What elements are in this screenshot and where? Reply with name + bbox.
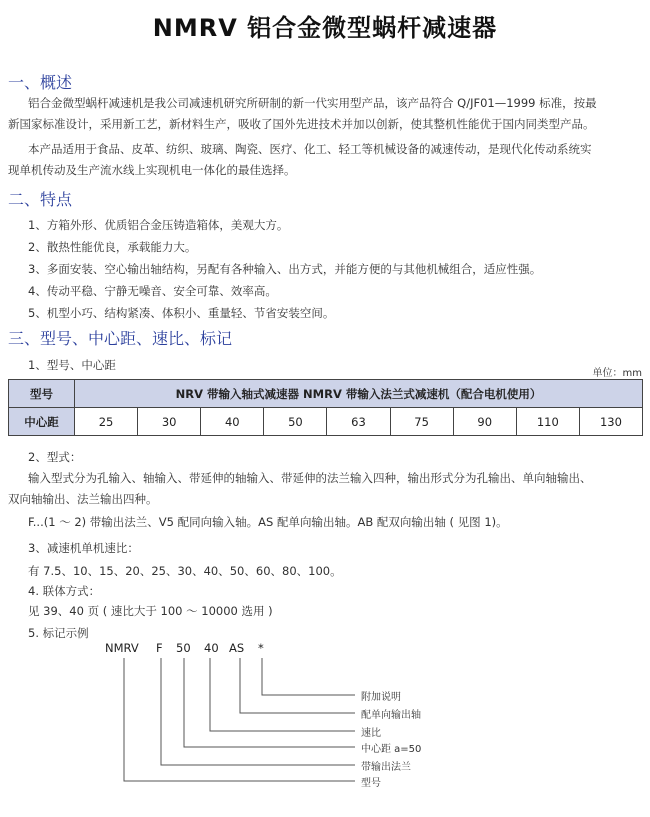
subsection-type: 2、型式： xyxy=(28,450,82,464)
marking-label-model: 型号 xyxy=(361,778,381,789)
marking-code-center-distance: 50 xyxy=(176,641,191,655)
feature-item-2: 2、散热性能优良，承载能力大。 xyxy=(28,240,197,254)
type-line-1: 输入型式分为孔输入、轴输入、带延伸的轴输入、带延伸的法兰输入四种，输出形式分为孔输出、单向轴输出、 xyxy=(28,471,592,485)
table-cell: 75 xyxy=(390,408,453,436)
subsection-combination: 4. 联体方式： xyxy=(28,584,101,598)
marking-code-additional: * xyxy=(258,641,264,655)
marking-label-flange: 带输出法兰 xyxy=(361,762,411,773)
table-cell: 90 xyxy=(453,408,516,436)
marking-label-center-distance: 中心距 a=50 xyxy=(361,744,422,755)
marking-label-additional: 附加说明 xyxy=(361,692,401,703)
feature-item-3: 3、多面安装、空心输出轴结构，另配有各种输入、出方式，并能方便的与其他机械组合，适应性强。 xyxy=(28,262,542,276)
table-cell: 30 xyxy=(138,408,201,436)
table-cell: 110 xyxy=(516,408,579,436)
table-cell: 25 xyxy=(75,408,138,436)
feature-item-4: 4、传动平稳、宁静无噪音、安全可靠、效率高。 xyxy=(28,284,277,298)
marking-code-ratio: 40 xyxy=(204,641,219,655)
table-model-description: NRV 带输入轴式减速器 NMRV 带输入法兰式减速机（配合电机使用） xyxy=(75,380,643,408)
leader-line-flange xyxy=(161,658,355,765)
marking-code-flange: F xyxy=(156,641,163,655)
section-heading-models: 三、型号、中心距、速比、标记 xyxy=(8,329,233,348)
table-cell: 40 xyxy=(201,408,264,436)
table-cell: 63 xyxy=(327,408,390,436)
marking-code-output-shaft: AS xyxy=(229,641,245,655)
page-title: NMRV 铝合金微型蜗杆减速器 xyxy=(152,14,498,42)
feature-item-1: 1、方箱外形、优质铝合金压铸造箱体，美观大方。 xyxy=(28,218,289,232)
marking-label-output-shaft: 配单向输出轴 xyxy=(361,710,421,721)
combination-reference: 见 39、40 页 ( 速比大于 100 ～ 10000 选用 ) xyxy=(28,604,273,618)
table-row-label-center-distance: 中心距 xyxy=(9,408,75,436)
section-heading-overview: 一、概述 xyxy=(8,73,73,92)
table-row-label-model: 型号 xyxy=(9,380,75,408)
leader-line-additional xyxy=(262,658,355,695)
type-line-2: 双向轴输出、法兰输出四种。 xyxy=(8,492,158,506)
subsection-ratio: 3、减速机单机速比： xyxy=(28,541,139,555)
leader-line-output-shaft xyxy=(240,658,355,713)
overview-paragraph-2-line-2: 现单机传动及生产流水线上实现机电一体化的最佳选择。 xyxy=(8,163,296,177)
overview-paragraph-1-line-2: 新国家标准设计，采用新工艺，新材料生产，吸收了国外先进技术并加以创新，使其整机性能优于国内同类型产品。 xyxy=(8,117,595,131)
type-line-3: F...(1 ～ 2) 带输出法兰、V5 配同向输入轴。AS 配单向输出轴。AB 配双向输出轴 ( 见图 1)。 xyxy=(28,515,508,529)
table-cell: 130 xyxy=(579,408,642,436)
ratio-values: 有 7.5、10、15、20、25、30、40、50、60、80、100。 xyxy=(28,564,342,578)
table-cell: 50 xyxy=(264,408,327,436)
marking-label-ratio: 速比 xyxy=(361,728,381,739)
overview-paragraph-1-line-1: 铝合金微型蜗杆减速机是我公司减速机研究所研制的新一代实用型产品，该产品符合 Q/JF01—1999 标准，按最 xyxy=(28,96,597,110)
section-heading-features: 二、特点 xyxy=(8,190,73,209)
feature-item-5: 5、机型小巧、结构紧凑、体积小、重量轻、节省安装空间。 xyxy=(28,306,335,320)
subsection-model-center-distance: 1、型号、中心距 xyxy=(28,358,116,372)
overview-paragraph-2-line-1: 本产品适用于食品、皮革、纺织、玻璃、陶瓷、医疗、化工、轻工等机械设备的减速传动，是现代化传动系统实 xyxy=(28,142,592,156)
marking-code-model: NMRV xyxy=(105,641,139,655)
subsection-marking-example: 5. 标记示例 xyxy=(28,626,89,640)
unit-label: 单位：mm xyxy=(592,368,642,379)
